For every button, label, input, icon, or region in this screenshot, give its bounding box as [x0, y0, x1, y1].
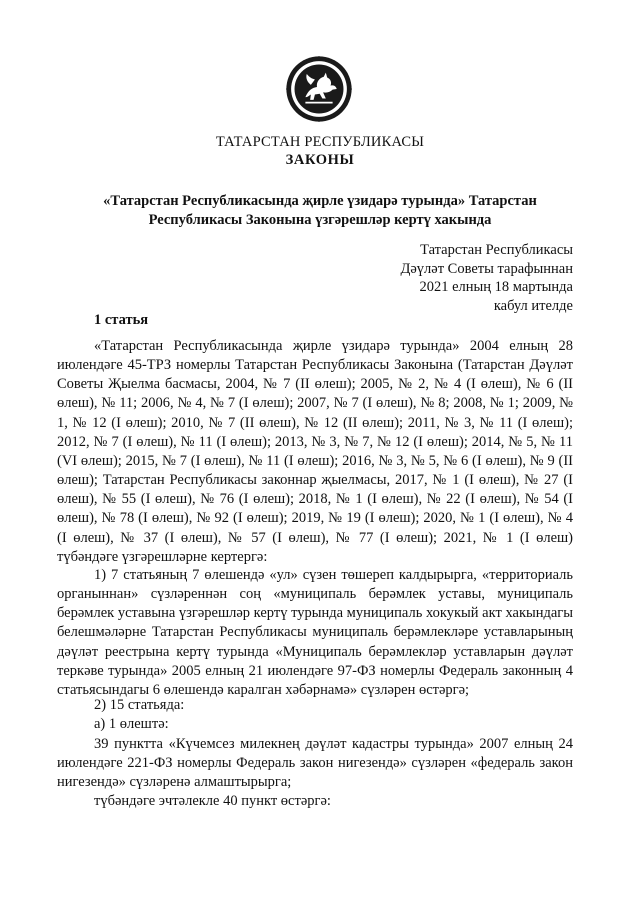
republic-name: ТАТАРСТАН РЕСПУБЛИКАСЫ [215, 134, 425, 150]
body-paragraph-1: «Татарстан Республикасында җирле үзидарә турында» 2004 елның 28 июлендәге 45-ТРЗ номерлы Татарстан Республикасы Законына (Татарстан Дәүләт Советы Җыелма басмасы, 2004, № 7 (II өлеш); 2005, № 2, № 4 (I өлеш), № 6 (II өлеш), № 11; 2006, № 4, № 7 (I өлеш); 2007, № 7 (I өлеш), № 8; 2008, № 1; 2009, № 1, № 12 (I өлеш); 2010, № 7 (II өлеш), № 12 (II өлеш); 2011, № 3, № 11 (I өлеш); 2012, № 7 (I өлеш), № 11 (I өлеш); 2013, № 3, № 7, № 12 (I өлеш); 2014, № 5, № 11 (VI өлеш); 2015, № 7 (I өлеш), № 11 (I өлеш); 2016, № 3, № 5, № 6 (I өлеш), № 9 (II өлеш); Татарстан Республикасы законнар җыелмасы, 2017, № 1 (I өлеш), № 27 (I өлеш), № 55 (I өлеш), № 76 (I өлеш); 2018, № 1 (I өлеш), № 22 (I өлеш), № 54 (I өлеш), № 78 (I өлеш), № 92 (I өлеш); 2019, № 19 (I өлеш); 2020, № 1 (I өлеш), № 4 (I өлеш), № 37 (I өлеш), № 57 (I өлеш), № 77 (I өлеш); 2021, № 1 (I өлеш) түбәндәге үзгәрешләрне кертергә: [57, 338, 573, 565]
law-title-line-2: Республикасы Законына үзгәрешләр кертү хакында [148, 212, 492, 228]
body-paragraph-4: түбәндәге эчтәлекле 40 пункт өстәргә: [94, 793, 331, 809]
law-title [0, 192, 640, 230]
adoption-line-4: кабул ителде [493, 297, 573, 314]
adoption-line-3: 2021 елның 18 мартында [419, 279, 573, 295]
subsection-2: 2) 15 статьяда: [94, 697, 185, 713]
law-title-line-1: «Татарстан Республикасында җирле үзидарә турында» Татарстан [103, 193, 537, 209]
article-heading: 1 статья [94, 312, 149, 328]
tatarstan-coat-of-arms-icon [285, 55, 353, 123]
adoption-note [313, 241, 573, 315]
adoption-line-1: Татарстан Республикасы [420, 242, 573, 258]
body-paragraph-2: 1) 7 статьяның 7 өлешендә «ул» сүзен төшереп калдырырга, «территориаль органыннан» сүзләреннән соң «муниципаль берәмлек уставы, муниципаль берәмлек уставына үзгәрешләр кертү турында муниципаль хокукый акт хакындагы белешмәләрне Татарстан Республикасы муниципаль берәмлекләре уставларының дәүләт реестрына кертү турында «Муниципаль берәмлекләр уставларын дәүләт теркәве турында» 2005 елның 21 июлендәге 97-ФЗ номерлы Федераль законның 4 статьясындагы 6 өлешендә каралган хәбәрнамә» сүзләрен өстәргә; [57, 567, 573, 698]
document-type: ЗАКОНЫ [285, 152, 355, 168]
body-paragraph-3: 39 пунктта «Күчемсез милекнең дәүләт кадастры турында» 2007 елның 24 июлендәге 221-ФЗ номерлы Федераль закон нигезендә» сүзләрен «федераль закон нигезендә» сүзләренә алмаштырырга; [57, 736, 573, 791]
subsection-a: а) 1 өлештә: [94, 716, 169, 732]
adoption-line-2: Дәүләт Советы тарафыннан [400, 260, 573, 277]
